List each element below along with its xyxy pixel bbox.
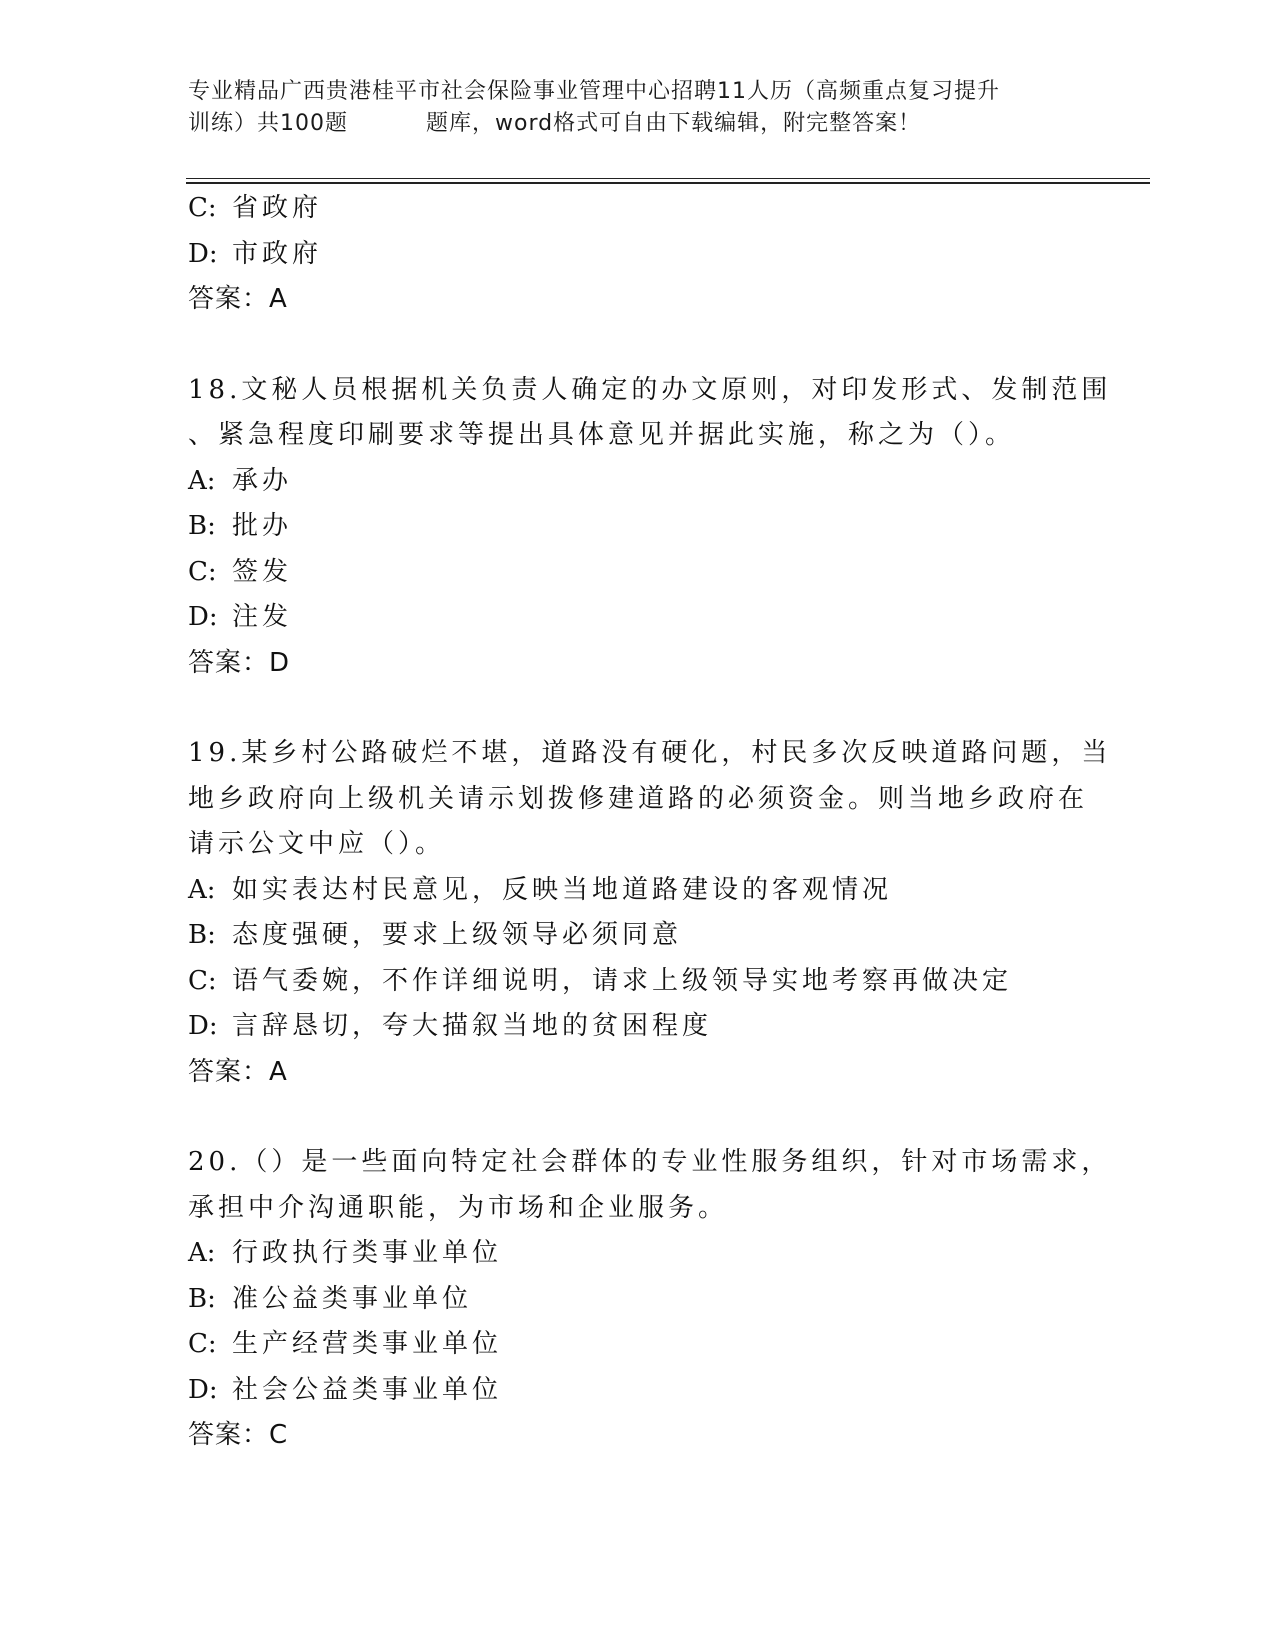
option-text: 批办: [232, 511, 293, 541]
option-letter: A:: [188, 1238, 216, 1268]
question-19: [188, 731, 1112, 1095]
header-title-line-1: 专业精品广西贵港桂平市社会保险事业管理中心招聘11人历（高频重点复习提升: [188, 79, 1000, 104]
document-body: [188, 186, 1112, 1459]
option-d: [188, 595, 1078, 641]
question-17-continued: [188, 186, 1078, 323]
header-title-line-2: [188, 108, 1088, 140]
question-stem-line: 请示公文中应（）。: [188, 829, 446, 859]
option-a: [188, 868, 1078, 914]
question-18: [188, 368, 1112, 687]
question-stem-line: 19.某乡村公路破烂不堪，道路没有硬化，村民多次反映道路问题，当: [188, 738, 1112, 768]
option-c: [188, 186, 1078, 232]
question-stem-line: 承担中介沟通职能，为市场和企业服务。: [188, 1192, 729, 1223]
option-letter: C:: [188, 965, 217, 996]
option-letter: A:: [188, 874, 216, 905]
option-letter: C:: [188, 556, 217, 587]
answer-line: 答案：A: [188, 284, 288, 314]
option-text: 承办: [232, 465, 293, 496]
option-c: [188, 959, 1078, 1005]
option-letter: D:: [188, 1011, 218, 1041]
question-20: [188, 1140, 1112, 1459]
option-text: 注发: [232, 602, 293, 632]
option-text: 如实表达村民意见，反映当地道路建设的客观情况: [232, 874, 893, 905]
header-divider-thin: [186, 178, 1150, 179]
option-d: [188, 232, 1078, 278]
question-stem-line: 18.文秘人员根据机关负责人确定的办文原则，对印发形式、发制范围: [188, 374, 1112, 405]
option-b: [188, 913, 1078, 959]
option-text: 省政府: [232, 193, 323, 223]
option-text: 市政府: [232, 238, 323, 269]
question-stem-line: 、紧急程度印刷要求等提出具体意见并据此实施，称之为（）。: [188, 420, 1016, 450]
option-b: [188, 504, 1078, 550]
option-text: 社会公益类事业单位: [232, 1374, 503, 1405]
option-a: [188, 459, 1078, 505]
option-text: 签发: [232, 556, 293, 587]
answer-line: 答案：C: [188, 1420, 289, 1450]
header-divider-thick: [186, 182, 1150, 184]
option-text: 语气委婉，不作详细说明，请求上级领导实地考察再做决定: [232, 965, 1013, 996]
option-letter: D:: [188, 602, 218, 632]
option-text: 准公益类事业单位: [232, 1283, 473, 1314]
option-b: [188, 1277, 1078, 1323]
option-c: [188, 550, 1078, 596]
answer-line: 答案：A: [188, 1056, 288, 1087]
option-text: 言辞恳切，夸大描叙当地的贫困程度: [232, 1011, 713, 1041]
header-title-line-2-left: 训练）共100题: [188, 111, 348, 136]
option-text: 态度强硬，要求上级领导必须同意: [232, 920, 683, 950]
option-letter: A:: [188, 465, 216, 496]
option-d: [188, 1368, 1078, 1414]
option-d: [188, 1004, 1078, 1050]
header-title-line-2-right: 题库，word格式可自由下载编辑，附完整答案！: [426, 111, 922, 136]
option-letter: B:: [188, 511, 216, 541]
question-stem-line: 20.（）是一些面向特定社会群体的专业性服务组织，针对市场需求，: [188, 1147, 1112, 1177]
option-text: 生产经营类事业单位: [232, 1329, 503, 1359]
option-letter: D:: [188, 238, 218, 269]
option-text: 行政执行类事业单位: [232, 1238, 503, 1268]
option-a: [188, 1231, 1078, 1277]
option-letter: D:: [188, 1374, 218, 1405]
answer-line: 答案：D: [188, 647, 291, 678]
document-header: [188, 76, 1088, 140]
option-letter: B:: [188, 920, 216, 950]
question-stem-line: 地乡政府向上级机关请示划拨修建道路的必须资金。则当地乡政府在: [188, 783, 1089, 814]
option-c: [188, 1322, 1078, 1368]
option-letter: C:: [188, 193, 217, 223]
option-letter: C:: [188, 1329, 217, 1359]
option-letter: B:: [188, 1283, 216, 1314]
